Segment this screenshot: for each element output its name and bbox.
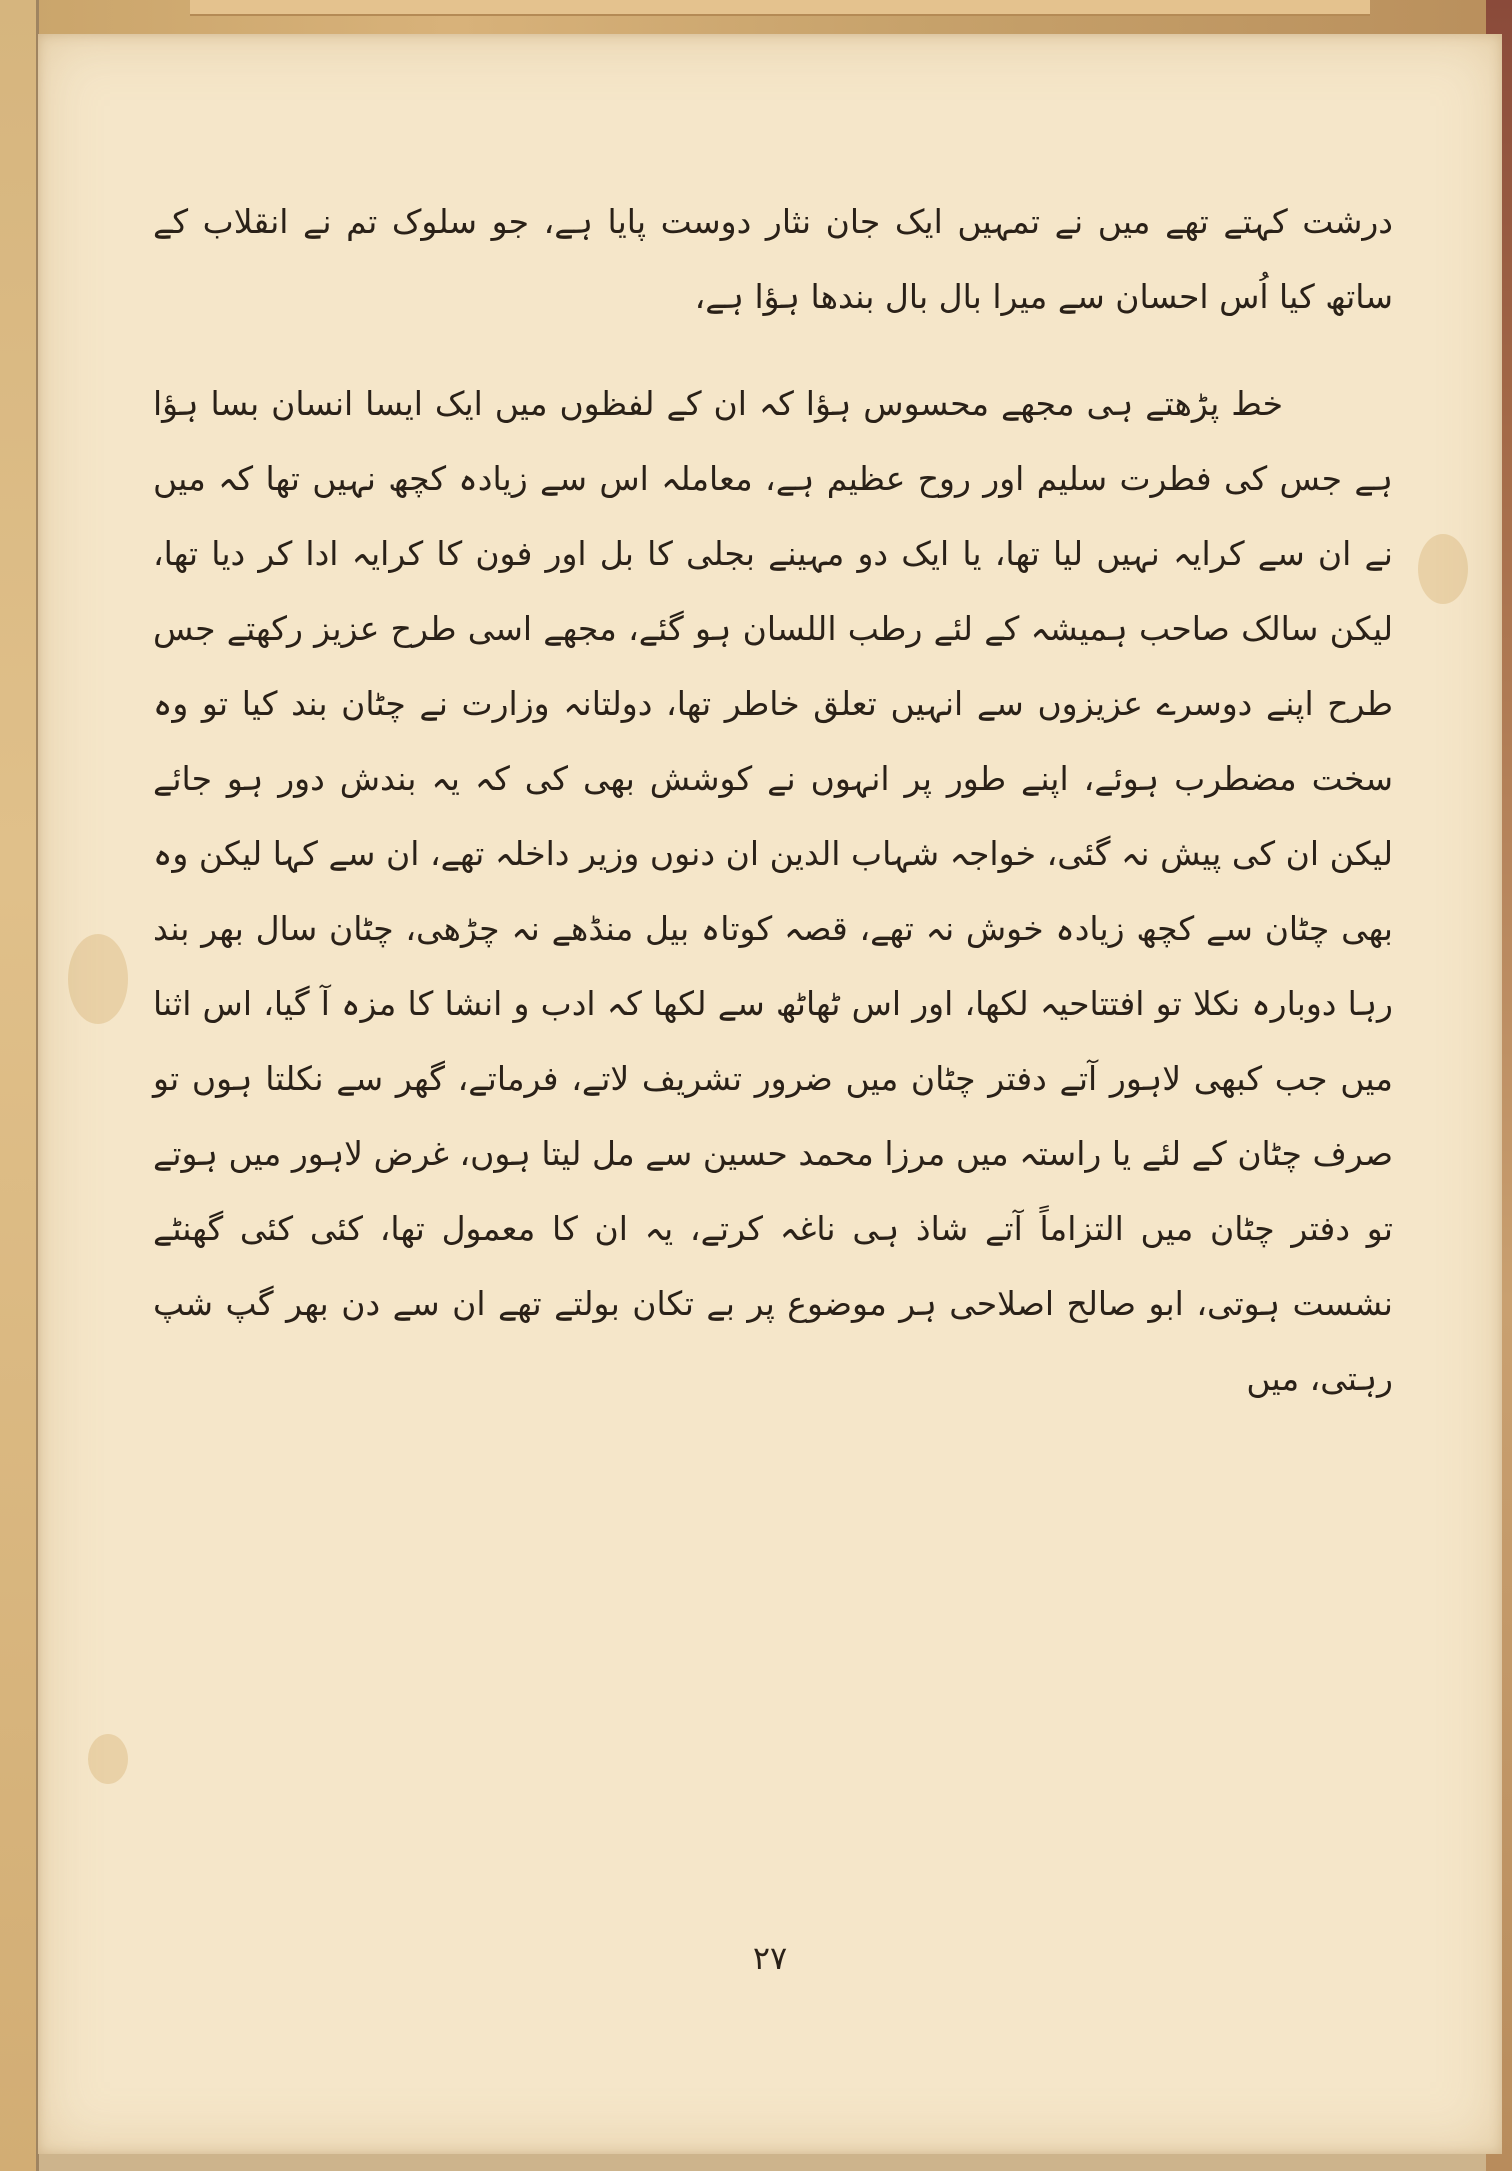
page-number: ۲۷ <box>752 1939 788 1977</box>
page-text <box>153 184 1393 1416</box>
paragraph-continuation: درشت کہتے تھے میں نے تمہیں ایک جان نثار دوست پایا ہے، جو سلوک تم نے انقلاب کے ساتھ کیا اُس احسان سے میرا بال بال بندھا ہؤا ہے، <box>153 202 1393 316</box>
book-page <box>38 34 1502 2154</box>
paragraph-main: خط پڑھتے ہی مجھے محسوس ہؤا کہ ان کے لفظوں میں ایک ایسا انسان بسا ہؤا ہے جس کی فطرت سلیم اور روح عظیم ہے، معاملہ اس سے زیادہ کچھ نہیں تھا کہ میں نے ان سے کرایہ نہیں لیا تھا، یا ایک دو مہینے بجلی کا بل اور فون کا کرایہ ادا کر دیا تھا، لیکن سالک صاحب ہمیشہ کے لئے رطب اللسان ہو گئے، مجھے اسی طرح عزیز رکھتے جس طرح اپنے دوسرے عزیزوں سے انہیں تعلق خاطر تھا، دولتانہ وزارت نے چٹان بند کیا تو وہ سخت مضطرب ہوئے، اپنے طور پر انہوں نے کوشش بھی کی کہ یہ بندش دور ہو جائے لیکن ان کی پیش نہ گئی، خواجہ شہاب الدین ان دنوں وزیر داخلہ تھے، ان سے کہا لیکن وہ بھی چٹان سے کچھ زیادہ خوش نہ تھے، قصہ کوتاہ بیل منڈھے نہ چڑھی، چٹان سال بھر بند رہا دوبارہ نکلا تو افتتاحیہ لکھا، اور اس ٹھاٹھ سے لکھا کہ ادب و انشا کا مزہ آ گیا، اس اثنا میں جب کبھی لاہور آتے دفتر چٹان میں ضرور تشریف لاتے، فرماتے، گھر سے نکلتا ہوں تو صرف چٹان کے لئے یا راستہ میں مرزا محمد حسین سے مل لیتا ہوں، غرض لاہور میں ہوتے تو دفتر چٹان میں التزاماً آتے شاذ ہی ناغہ کرتے، یہ ان کا معمول تھا، کئی کئی گھنٹے نشست ہوتی، ابو صالح اصلاحی ہر موضوع پر بے تکان بولتے تھے ان سے دن بھر گپ شپ رہتی، میں <box>153 384 1393 1398</box>
paper-stain <box>88 1734 128 1784</box>
paper-stain <box>68 934 128 1024</box>
paper-stain <box>1418 534 1468 604</box>
book-binding-edge <box>0 0 39 2171</box>
book-top-strip <box>190 0 1370 16</box>
